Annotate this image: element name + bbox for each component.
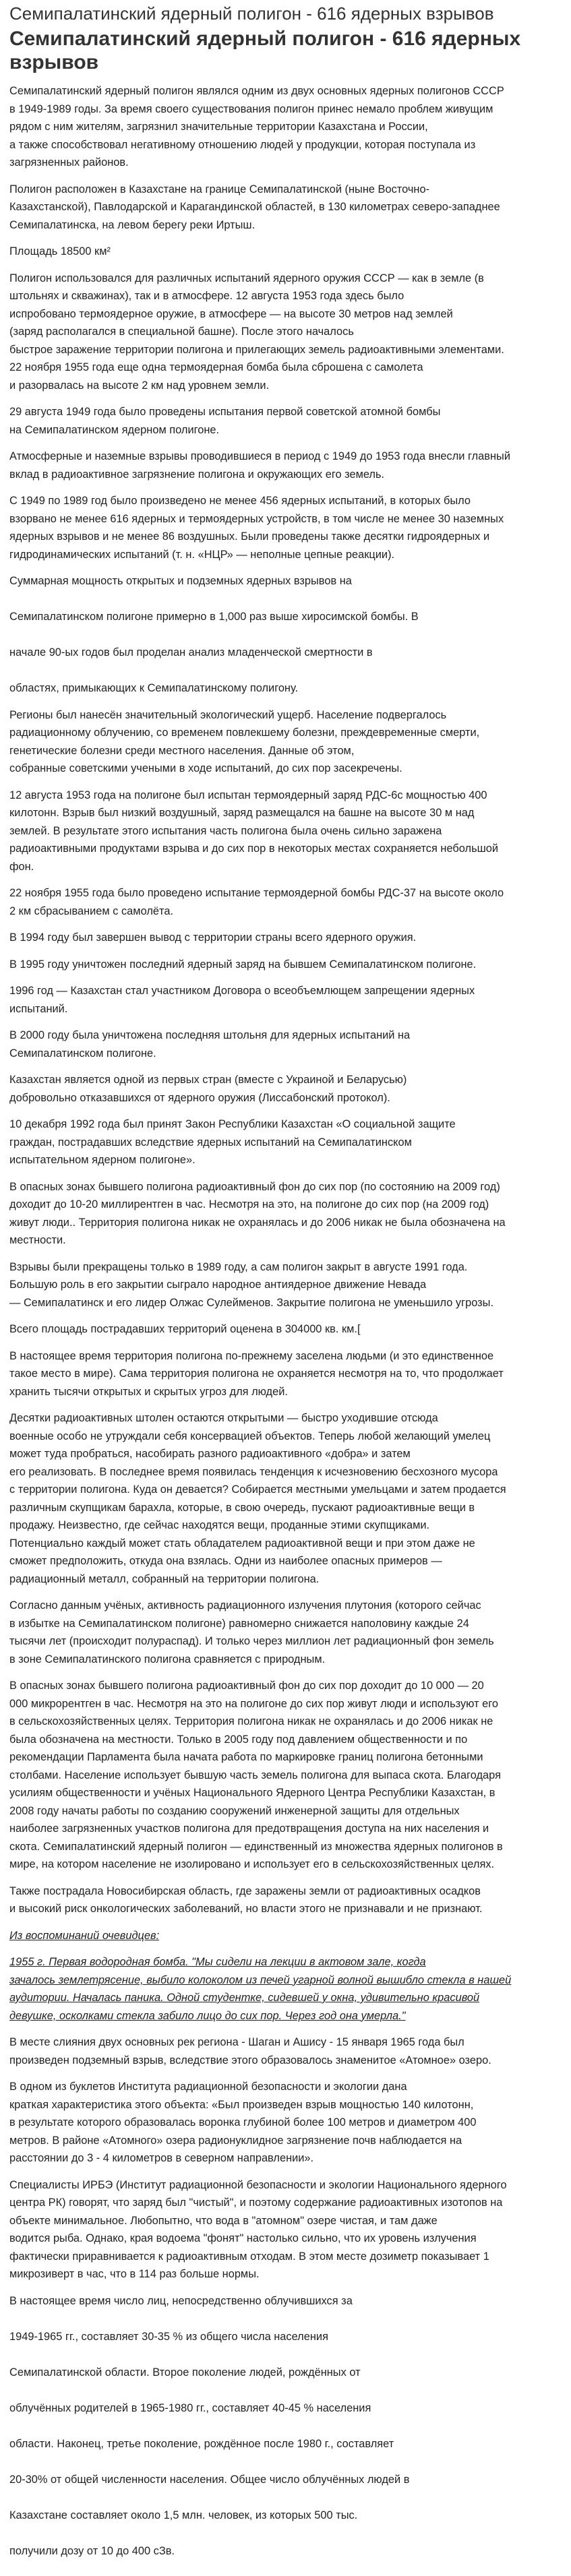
article-paragraph: Суммарная мощность открытых и подземных ядерных взрывов на Семипалатинском полигоне примерно в 1,000 раз выше хиросимской бомбы. В начале 90-ых годов был проделан анализ младенческой смертности в областях, примыкающих к Семипалатинскому полигону. [9,575,419,694]
article-paragraph: Десятки радиоактивных штолен остаются открытыми — быстро уходившие отсюда военные особо не утруждали себя консервацией объектов. Теперь любой желающий умелец может туда пробраться, насобирать разного радиоактивного «добра» и затем его реализовать. В последнее время появилась тенденция к исчезновению бесхозного мусора с территории полигона. Куда он девается? Собирается местными умельцами и затем продается различным скупщикам барахла, которые, в свою очередь, пускают радиоактивные вещи в продажу. Неизвестно, где сейчас находятся вещи, проданные этими скупщиками. Потенциально каждый может стать обладателем радиоактивной вещи и при этом даже не сможет предположить, откуда она взялась. Одни из наиболее опасных примеров — радиационный металл, собранный на территории полигона. [9,1412,506,1585]
article-paragraph: Площадь 18500 км² [9,245,111,257]
article-paragraph: Полигон использовался для различных испытаний ядерного оружия СССР — как в земле (в штольнях и скважинах), так и в атмосфере. 12 августа 1953 года здесь было испробовано термоядерное оружие, в атмосфере — на высоте 30 метров над землей (заряд располагался в специальной башне). После этого началось быстрое заражение территории полигона и прилегающих земель радиоактивными элементами. 22 ноября 1955 года еще одна термоядерная бомба была сброшена с самолета и разорвалась на высоте 2 км над уровнем земли. [9,272,504,392]
article-paragraph: В одном из буклетов Института радиационной безопасности и экологии дана краткая характеристика этого объекта: «Был произведен взрыв мощностью 140 килотонн, в результате которого образовалась воронка глубиной более 100 метров и диаметром 400 метров. В районе «Атомного» озера радионуклидное загрязнение почв наблюдается на расстоянии до 3 - 4 километров в северном направлении». [9,2081,477,2164]
article-paragraph: 1996 год — Казахстан стал участником Договора о всеобъемлющем запрещении ядерных испытаний. [9,985,475,1015]
article-paragraph: В настоящее время число лиц, непосредственно облучившихся за 1949-1965 гг., составляет 30-35 % из общего числа населения Семипалатинской области. Второе поколение людей, рождённых от облучённых родителей в 1965-1980 гг., составляет 40-45 % населения области. Наконец, третье поколение, рождённое после 1980 г., составляет 20-30% от общей численности населения. Общее число облучённых людей в Казахстане составляет около 1,5 млн. человек, из которых 500 тыс. получили дозу от 10 до 400 сЗв. [9,2294,410,2557]
eyewitness-paragraph: Из воспоминаний очевидцев: [9,1929,160,1942]
article-paragraph: Взрывы были прекращены только в 1989 году, а сам полигон закрыт в августе 1991 года. Большую роль в его закрытии сыграло народное антиядерное движение Невада — Семипалатинск и его лидер Олжас Сулейменов. Закрытие полигона не уменьшило угрозы. [9,1260,494,1309]
page-title: Семипалатинский ядерный полигон - 616 ядерных взрывов [9,28,521,73]
article-paragraph: Также пострадала Новосибирская область, где заражены земли от радиоактивных осадков и высокий риск онкологических заболеваний, но власти этого не признавали и не признают. [9,1884,483,1915]
article-paragraph: В 2000 году была уничтожена последняя штольня для ядерных испытаний на Семипалатинском полигоне. [9,1029,411,1060]
window-title: Семипалатинский ядерный полигон - 616 ядерных взрывов [9,3,494,24]
article-paragraph: 12 августа 1953 года на полигоне был испытан термоядерный заряд РДС-6с мощностью 400 килотонн. Взрыв был низкий воздушный, заряд размещался на башне на высоте 30 м над землей. В результате этого испытания часть полигона была очень сильно заражена радиоактивными продуктами взрыва и до сих пор в некоторых местах сохраняется небольшой фон. [9,789,499,873]
article-body [9,82,562,2560]
article-paragraph: Специалисты ИРБЭ (Институт радиационной безопасности и экологии Национального ядерного центра РК) говорят, что заряд был "чистый", и поэтому содержание радиоактивных изотопов на объекте минимальное. Любопытно, что вода в "атомном" озере чистая, и там даже водится рыба. Однако, края водоема "фонят" настолько сильно, что их уровень излучения фактически приравнивается к радиоактивным отходам. В этом месте дозиметр показывает 1 микрозиверт в час, что в 114 раз больше нормы. [9,2178,507,2280]
article-paragraph: 29 августа 1949 года было проведены испытания первой советской атомной бомбы на Семипалатинском ядерном полигоне. [9,406,441,436]
article-paragraph: 22 ноября 1955 года было проведено испытание термоядерной бомбы РДС-37 на высоте около 2 км сбрасыванием с самолёта. [9,887,504,917]
article-paragraph: С 1949 по 1989 год было произведено не менее 456 ядерных испытаний, в которых было взорвано не менее 616 ядерных и термоядерных устройств, в том числе не менее 30 наземных ядерных взрывов и не менее 86 воздушных. Были проведены также десятки гидроядерных и гидродинамических испытаний (т. н. «НЦР» — неполные цепные реакции). [9,495,504,561]
article-paragraph: Согласно данным учёных, активность радиационного излучения плутония (которого сейчас в избытке на Семипалатинском полигоне) равномерно снижается наполовину каждые 24 тысячи лет (происходит полураспад). И только через миллион лет радиационный фон земель в зоне Семипалатинского полигона сравняется с природным. [9,1599,494,1665]
article-paragraph: В 1995 году уничтожен последний ядерный заряд на бывшем Семипалатинском полигоне. [9,958,477,971]
article-paragraph: В настоящее время территория полигона по-прежнему заселена людьми (и это единственное такое место в мире). Сама территория полигона не охраняется несмотря на то, что продолжает хранить тысячи открытых и скрытых угроз для людей. [9,1349,504,1398]
article-paragraph: Регионы был нанесён значительный экологический ущерб. Население подвергалось радиационному облучению, со временем повлекшему болезни, преждевременные смерти, генетические болезни среди местного населения. Данные об этом, собранные советскими учеными в ходе испытаний, до сих пор засекречены. [9,708,480,774]
article-paragraph: В 1994 году был завершен вывод с территории страны всего ядерного оружия. [9,931,417,944]
article-paragraph: Полигон расположен в Казахстане на границе Семипалатинской (ныне Восточно- Казахстанской), Павлодарской и Карагандинской областей, в 130 километрах северо-западнее Семипалатинска, на левом берегу реки Иртыш. [9,183,500,231]
article-paragraph: Всего площадь пострадавших территорий оценена в 304000 кв. км.[ [9,1323,361,1335]
article-paragraph: 10 декабря 1992 года был принят Закон Республики Казахстан «О социальной защите граждан, пострадавших вследствие ядерных испытаний на Семипалатинском испытательном ядерном полигоне». [9,1118,456,1166]
eyewitness-paragraph: 1955 г. Первая водородная бомба. "Мы сидели на лекции в актовом зале, когда зачалось землетрясение, выбило колоколом из печей угарной волной вышибло стекла в нашей аудитории. Началась паника. Одной студентке, сидевшей у окна, удивительно красивой девушке, осколками стекла забило лицо до сих пор. Через год она умерла." [9,1956,512,2022]
article-paragraph: Казахстан является одной из первых стран (вместе с Украиной и Беларусью) добровольно отказавшихся от ядерного оружия (Лиссабонский протокол). [9,1074,407,1104]
article-paragraph: Семипалатинский ядерный полигон являлся одним из двух основных ядерных полигонов СССР в 1949-1989 годы. За время своего существования полигон принес немало проблем живущим рядом с ним жителям, загрязнил значительные территории Казахстана и России, а также способствовал негативному отношению людей у продукции, которая поступала из загрязненных районов. [9,85,504,168]
article-paragraph: Атмосферные и наземные взрывы проводившиеся в период с 1949 до 1953 года внесли главный вклад в радиоактивное загрязнение полигона и окружающих его земель. [9,450,510,481]
article-paragraph: В месте слияния двух основных рек региона - Шаган и Ашису - 15 января 1965 года был произведен подземный взрыв, вследствие этого образовалось знаменитое «Атомное» озеро. [9,2036,491,2066]
article-paragraph: В опасных зонах бывшего полигона радиоактивный фон до сих пор (по состоянию на 2009 год) доходит до 10-20 миллирентген в час. Несмотря на это, на полигоне до сих пор (на 2009 год) живут люди.. Территория полигона никак не охранялась и до 2006 никак не была обозначена на местности. [9,1180,506,1246]
article-paragraph: В опасных зонах бывшего полигона радиоактивный фон до сих пор доходит до 10 000 — 20 000 микрорентген в час. Несмотря на это на полигоне до сих пор живут люди и используют его в сельскохозяйственных целях. Территория полигона никак не охранялась и до 2006 никак не была обозначена на местности. Только в 2005 году под давлением общественности и по рекомендации Парламента была начата работа по маркировке границ полигона бетонными столбами. Население использует бывшую часть земель полигона для выпаса скота. Благодаря усилиям общественности и учёных Национального Ядерного Центра Республики Казахстан, в 2008 году начаты работы по созданию сооружений инженерной защиты для отдельных наиболее загрязненных участков полигона для предотвращения доступа на них населения и скота. Семипалатинский ядерный полигон — единственный из множества ядерных полигонов в мире, на котором население не изолировано и использует его в сельскохозяйственных целях. [9,1680,503,1870]
